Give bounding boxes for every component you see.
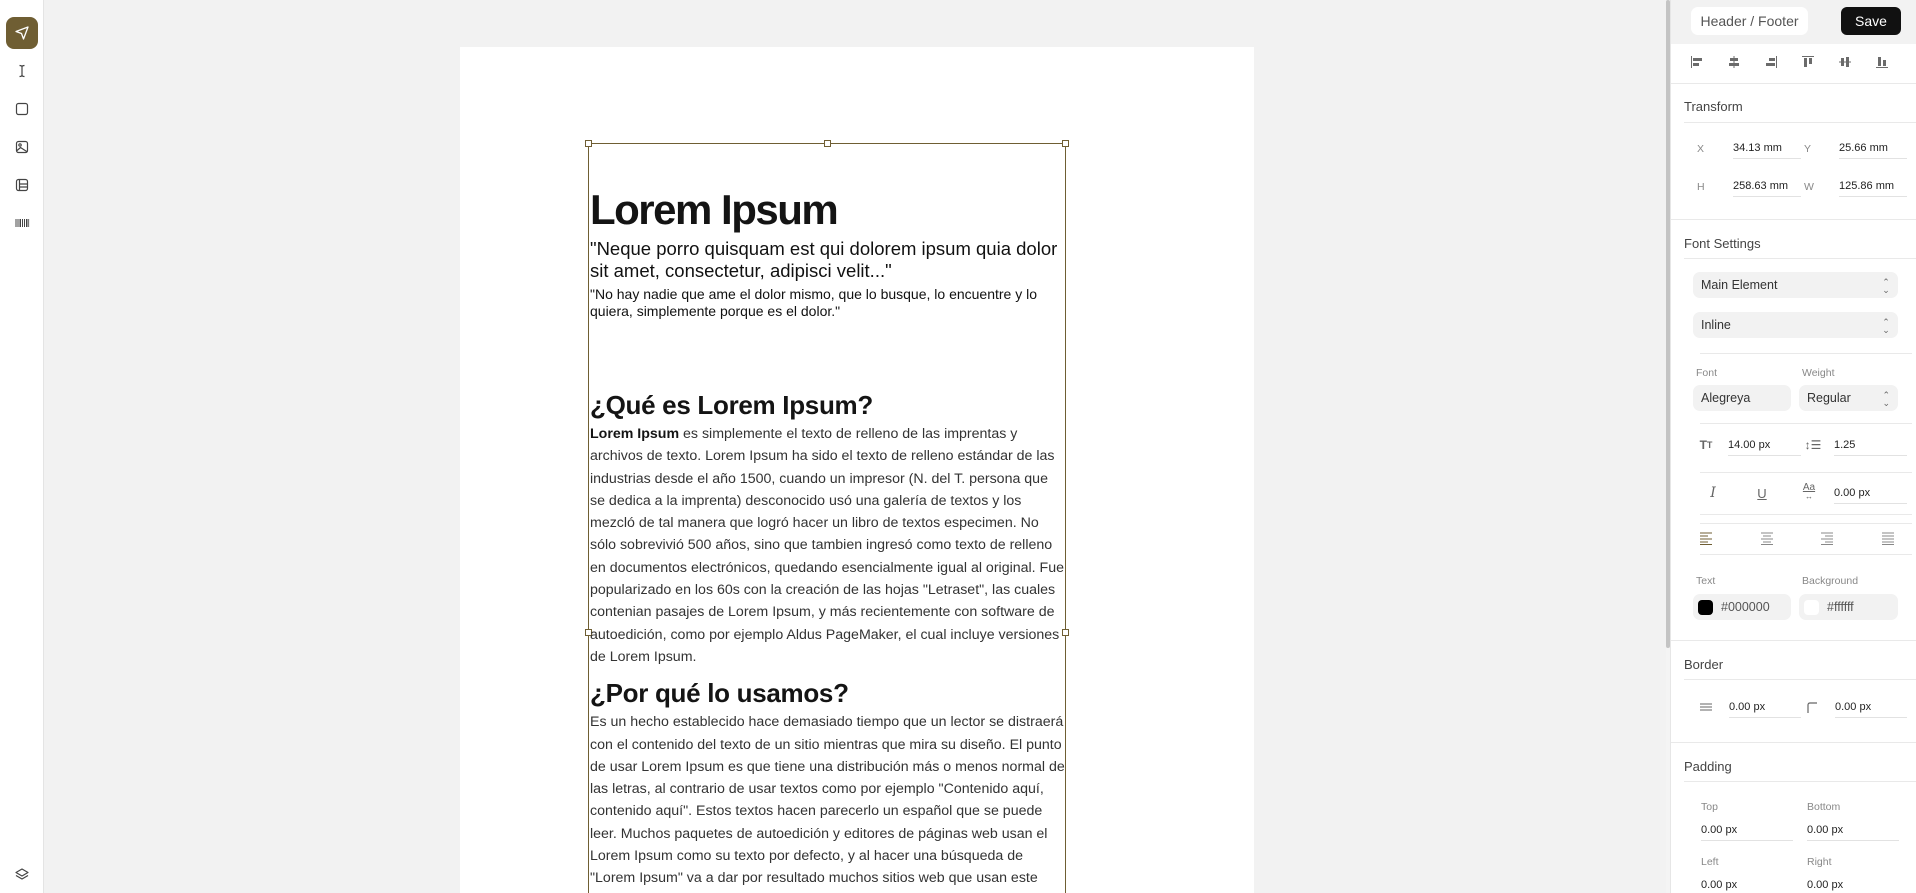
align-center-vertical-icon [1838, 55, 1852, 69]
panel-header [1671, 0, 1916, 44]
align-left-icon [1690, 55, 1704, 69]
save-button[interactable]: Save [1841, 7, 1901, 35]
line-height-input[interactable]: 1.25 [1834, 434, 1907, 456]
cursor-arrow-icon [14, 25, 30, 41]
letter-spacing-input[interactable]: 0.00 px [1834, 482, 1907, 504]
image-tool-button[interactable] [6, 131, 38, 163]
padding-right-input[interactable]: 0.00 px [1807, 874, 1899, 893]
barcode-icon [14, 215, 30, 231]
background-color-label: Background [1802, 575, 1859, 587]
layers-button[interactable] [6, 858, 38, 890]
divider [1684, 122, 1916, 123]
text-align-right-icon [1821, 531, 1833, 545]
text-color-swatch[interactable] [1698, 600, 1713, 615]
text-align-justify-icon [1882, 531, 1894, 545]
quote-spanish: "No hay nadie que ame el dolor mismo, que lo busque, lo encuentre y lo quiera, simplemente porque es el dolor." [590, 286, 1038, 319]
divider [1700, 353, 1912, 354]
properties-panel [1670, 0, 1916, 893]
align-center-horizontal-icon [1727, 55, 1741, 69]
h-input[interactable]: 258.63 mm [1733, 175, 1801, 197]
text-content [590, 174, 1066, 890]
table-icon [14, 177, 30, 193]
text-color-value: #000000 [1721, 600, 1770, 614]
resize-handle-top-center[interactable] [824, 140, 831, 147]
divider [1700, 423, 1912, 424]
element-select-value: Main Element [1701, 278, 1778, 292]
divider [1700, 472, 1912, 473]
divider [1671, 83, 1916, 84]
divider [1684, 781, 1916, 782]
document-page[interactable] [460, 47, 1254, 893]
section-heading-por-que: ¿Por qué lo usamos? [590, 678, 849, 709]
canvas-area[interactable] [45, 0, 1666, 893]
font-family-input[interactable]: Alegreya [1693, 385, 1791, 411]
font-label: Font [1696, 367, 1718, 379]
text-color-label: Text [1696, 575, 1716, 587]
padding-top-label: Top [1701, 801, 1718, 813]
section-heading-que-es: ¿Qué es Lorem Ipsum? [590, 390, 873, 420]
text-align-right-button[interactable] [1821, 531, 1833, 545]
chevron-updown-icon: ⌃ ⌄ [1882, 390, 1890, 408]
divider [1684, 679, 1916, 680]
x-input[interactable]: 34.13 mm [1733, 137, 1801, 159]
divider [1671, 742, 1916, 743]
font-weight-value: Regular [1807, 391, 1851, 405]
weight-label: Weight [1802, 367, 1835, 379]
divider [1671, 640, 1916, 641]
header-footer-button[interactable]: Header / Footer [1691, 7, 1808, 35]
barcode-tool-button[interactable] [6, 207, 38, 239]
background-color-swatch[interactable] [1804, 600, 1819, 615]
alignment-toolbar [1671, 52, 1916, 76]
chevron-updown-icon: ⌃ ⌄ [1882, 317, 1890, 335]
border-radius-icon [1805, 700, 1819, 714]
letter-spacing-icon: Aa ↔ [1802, 482, 1816, 501]
text-align-left-button[interactable] [1700, 531, 1712, 545]
text-cursor-icon [14, 63, 30, 79]
h-label: H [1697, 181, 1705, 193]
padding-top-input[interactable]: 0.00 px [1701, 819, 1793, 841]
italic-button[interactable]: I [1710, 485, 1716, 501]
section-body-por-que: Es un hecho establecido hace demasiado tiempo que un lector se distraerá con el contenido del texto de un sitio mientras que mira su diseño. El punto de usar Lorem Ipsum es que tiene una distribución más o menos normal de las letras, al contrario de usar textos como por ejemplo "Contenido aquí, contenido aquí". Estos textos hacen parecerlo un español que se puede leer. Muchos paquetes de autoedición y editores de páginas web usan el Lorem Ipsum como su texto por defecto, y al hacer una búsqueda de "Lorem Ipsum" va a dar por resultado muchos sitios web que usan este [590, 714, 1065, 887]
document-title: Lorem Ipsum [590, 186, 838, 233]
align-top-button[interactable] [1798, 52, 1818, 72]
align-top-icon [1801, 55, 1815, 69]
border-title: Border [1684, 657, 1724, 672]
y-input[interactable]: 25.66 mm [1839, 137, 1907, 159]
divider [1700, 523, 1912, 524]
tool-sidebar [0, 0, 44, 893]
layers-icon [14, 866, 30, 882]
text-tool-button[interactable] [6, 55, 38, 87]
align-left-button[interactable] [1687, 52, 1707, 72]
align-center-vertical-button[interactable] [1835, 52, 1855, 72]
bold-lead: Lorem Ipsum [590, 426, 680, 442]
chevron-updown-icon: ⌃ ⌄ [1882, 277, 1890, 295]
section-body-text: es simplemente el texto de relleno de las imprentas y archivos de texto. Lorem Ipsum ha sido el texto de relleno estándar de las industrias desde el año 1500, cuando un impresor (N. del T. persona que se dedica a la imprenta) desconocido usó una galería de textos y los mezcló de tal manera que logró hacer un libro de textos especimen. No sólo sobrevivió 500 años, sino que tambien ingresó como texto de relleno en documentos electrónicos, quedando esencialmente igual al original. Fue popularizado en los 60s con la creación de las hojas "Letraset", las cuales contenian pasajes de Lorem Ipsum, y más recientemente con software de autoedición, como por ejemplo Aldus PageMaker, el cual incluye versiones de Lorem Ipsum. [590, 426, 1065, 665]
border-width-input[interactable]: 0.00 px [1729, 696, 1801, 718]
section-body-que-es [590, 423, 1066, 668]
text-align-center-button[interactable] [1761, 531, 1773, 545]
underline-button[interactable]: U [1757, 485, 1767, 501]
divider [1684, 258, 1916, 259]
resize-handle-top-left[interactable] [585, 140, 592, 147]
w-input[interactable]: 125.86 mm [1839, 175, 1907, 197]
image-icon [14, 139, 30, 155]
font-size-input[interactable]: 14.00 px [1728, 434, 1801, 456]
padding-bottom-input[interactable]: 0.00 px [1807, 819, 1899, 841]
font-weight-select[interactable] [1799, 385, 1898, 411]
align-bottom-button[interactable] [1872, 52, 1892, 72]
display-select-value: Inline [1701, 318, 1731, 332]
line-height-icon: ↕☰ [1804, 438, 1822, 452]
display-select[interactable] [1693, 312, 1898, 338]
divider [1700, 514, 1912, 515]
rectangle-tool-button[interactable] [6, 93, 38, 125]
element-select[interactable] [1693, 272, 1898, 298]
padding-bottom-label: Bottom [1807, 801, 1841, 813]
border-radius-input[interactable]: 0.00 px [1835, 696, 1907, 718]
x-label: X [1697, 143, 1705, 155]
padding-left-label: Left [1701, 856, 1719, 868]
align-right-icon [1764, 55, 1778, 69]
square-icon [14, 101, 30, 117]
divider [1671, 219, 1916, 220]
font-size-icon: T T [1699, 438, 1713, 452]
align-right-button[interactable] [1761, 52, 1781, 72]
y-label: Y [1804, 143, 1812, 155]
text-color-input[interactable] [1693, 594, 1791, 620]
border-width-icon [1699, 700, 1713, 714]
table-tool-button[interactable] [6, 169, 38, 201]
divider [1700, 554, 1912, 555]
font-settings-title: Font Settings [1684, 236, 1761, 251]
padding-title: Padding [1684, 759, 1732, 774]
align-center-horizontal-button[interactable] [1724, 52, 1744, 72]
resize-handle-top-right[interactable] [1062, 140, 1069, 147]
align-bottom-icon [1875, 55, 1889, 69]
padding-right-label: Right [1807, 856, 1832, 868]
quote-latin: "Neque porro quisquam est qui dolorem ipsum quia dolor sit amet, consectetur, adipisci velit..." [590, 238, 1058, 281]
text-align-left-icon [1700, 531, 1712, 545]
text-align-center-icon [1761, 531, 1773, 545]
selected-text-element[interactable] [588, 143, 1066, 893]
transform-title: Transform [1684, 99, 1743, 114]
background-color-input[interactable] [1799, 594, 1898, 620]
background-color-value: #ffffff [1827, 600, 1854, 614]
select-tool-button[interactable] [6, 17, 38, 49]
w-label: W [1804, 181, 1814, 193]
text-align-justify-button[interactable] [1882, 531, 1894, 545]
padding-left-input[interactable]: 0.00 px [1701, 874, 1793, 893]
